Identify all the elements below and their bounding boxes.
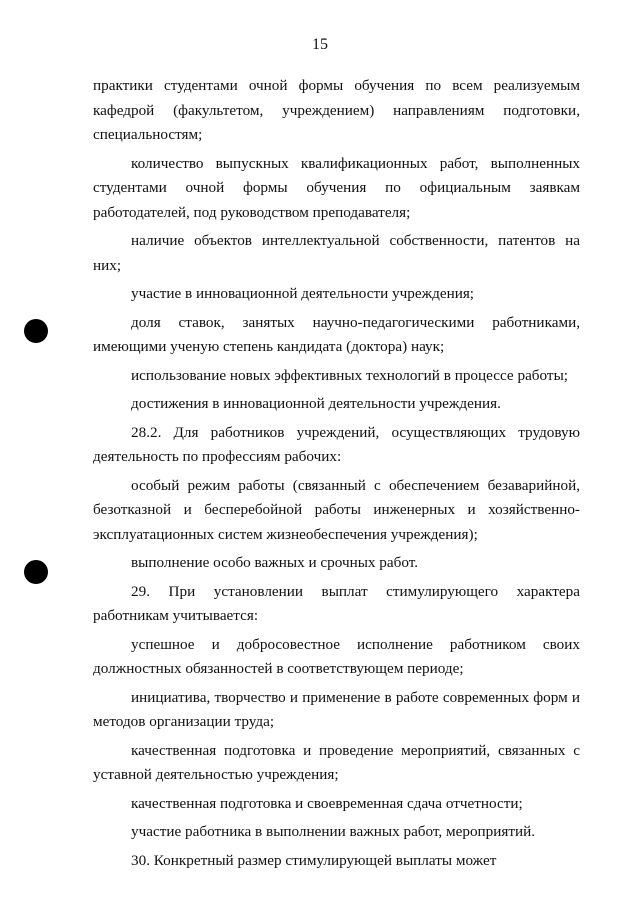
paragraph: качественная подготовка и своевременная сдача отчетности; xyxy=(131,794,523,812)
paragraph: количество выпускных квалификационных работ, выполненных студентами очной формы обучения по официальным заявкам работодателей, под руководством преподавателя; xyxy=(93,154,580,221)
paragraph: достижения в инновационной деятельности учреждения. xyxy=(131,395,501,412)
paragraph: использование новых эффективных технологий в процессе работы; xyxy=(131,366,568,384)
paragraph: качественная подготовка и проведение мероприятий, связанных с уставной деятельностью учреждения; xyxy=(93,741,580,783)
paragraph: инициатива, творчество и применение в работе современных форм и методов организации труда; xyxy=(93,688,580,730)
document-body xyxy=(93,74,580,877)
paragraph: участие в инновационной деятельности учреждения; xyxy=(131,285,475,302)
paragraph: практики студентами очной формы обучения по всем реализуемым кафедрой (факультетом, учреждением) направлениям подготовки, специальностям; xyxy=(93,77,580,143)
paragraph: участие работника в выполнении важных работ, мероприятий. xyxy=(131,823,536,840)
paragraph: доля ставок, занятых научно-педагогическими работниками, имеющими ученую степень кандидата (доктора) наук; xyxy=(93,313,580,355)
paragraph: успешное и добросовестное исполнение работником своих должностных обязанностей в соответствующем периоде; xyxy=(93,635,580,677)
paragraph: наличие объектов интеллектуальной собственности, патентов на них; xyxy=(93,232,580,274)
paragraph: 29. При установлении выплат стимулирующего характера работникам учитывается: xyxy=(93,582,580,624)
paragraph: особый режим работы (связанный с обеспечением безаварийной, безотказной и бесперебойной работы инженерных и хозяйственно-эксплуатационных систем жизнеобеспечения учреждения); xyxy=(93,476,580,543)
punch-hole-mark xyxy=(24,560,48,584)
paragraph: 30. Конкретный размер стимулирующей выплаты может xyxy=(131,851,497,869)
page-number: 15 xyxy=(312,36,328,53)
paragraph: выполнение особо важных и срочных работ. xyxy=(131,554,419,571)
paragraph: 28.2. Для работников учреждений, осуществляющих трудовую деятельность по профессиям рабочих: xyxy=(93,423,580,465)
punch-hole-mark xyxy=(24,319,48,343)
